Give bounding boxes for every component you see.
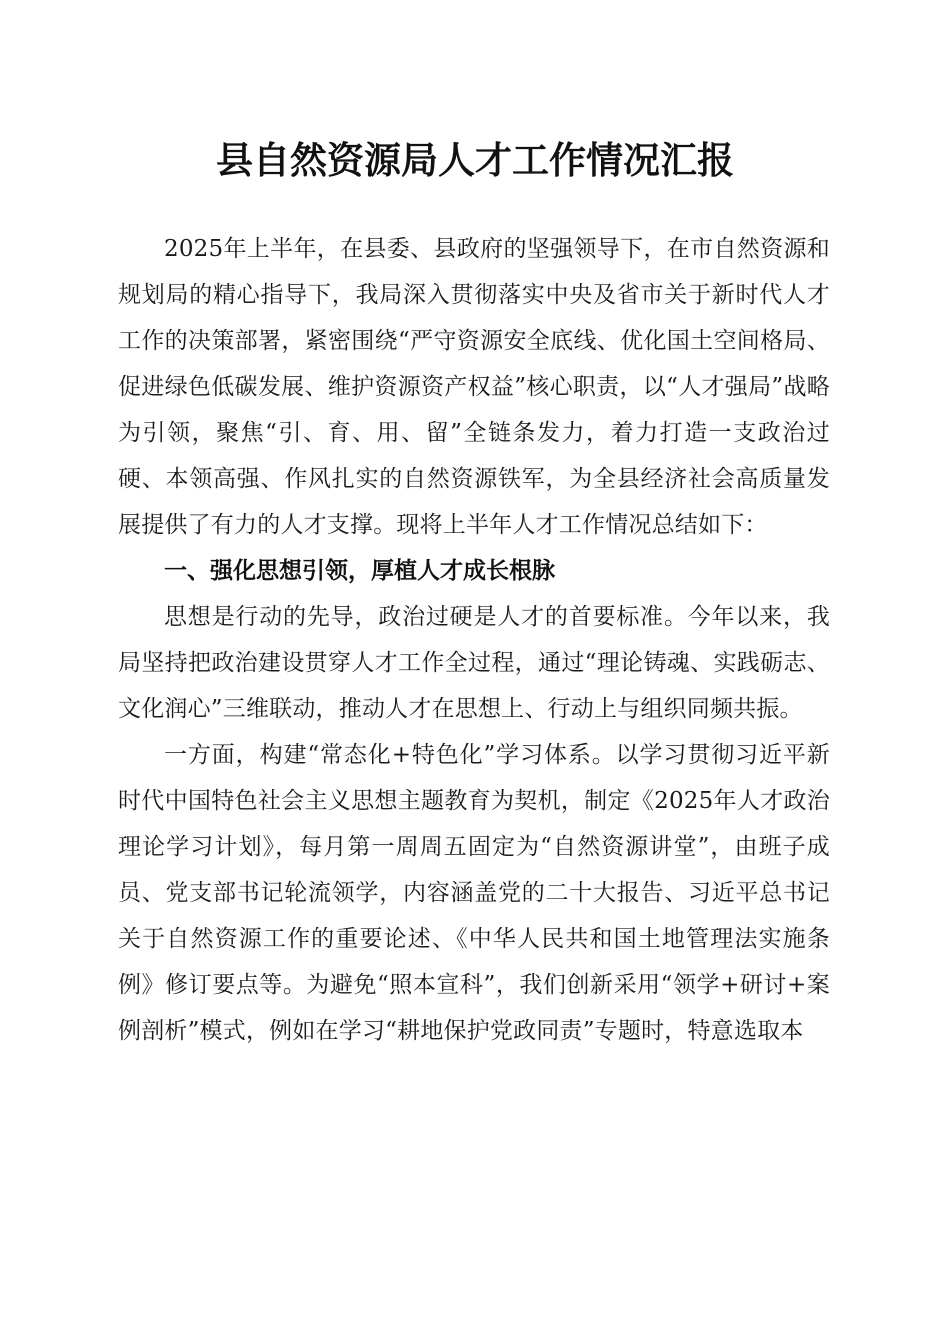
intro-paragraph: 2025年上半年，在县委、县政府的坚强领导下，在市自然资源和规划局的精心指导下，我局深入贯彻落实中央及省市关于新时代人才工作的决策部署，紧密围绕“严守资源安全底线、优化国土空间格局、促进绿色低碳发展、维护资源资产权益”核心职责，以“人才强局”战略为引领，聚焦“引、育、用、留”全链条发力，着力打造一支政治过硬、本领高强、作风扎实的自然资源铁军，为全县经济社会高质量发展提供了有力的人才支撑。现将上半年人才工作情况总结如下： (118, 236, 830, 538)
section-1-paragraph-1: 思想是行动的先导，政治过硬是人才的首要标准。今年以来，我局坚持把政治建设贯穿人才工作全过程，通过“理论铸魂、实践砺志、文化润心”三维联动，推动人才在思想上、行动上与组织同频共振。 (118, 604, 830, 722)
section-1-paragraph-2: 一方面，构建“常态化+特色化”学习体系。以学习贯彻习近平新时代中国特色社会主义思想主题教育为契机，制定《2025年人才政治理论学习计划》，每月第一周周五固定为“自然资源讲堂”，由班子成员、党支部书记轮流领学，内容涵盖党的二十大报告、习近平总书记关于自然资源工作的重要论述、《中华人民共和国土地管理法实施条例》修订要点等。为避免“照本宣科”，我们创新采用“领学+研讨+案例剖析”模式，例如在学习“耕地保护党政同责”专题时，特意选取本 (118, 742, 830, 1044)
document-body (118, 226, 830, 1054)
document-title: 县自然资源局人才工作情况汇报 (216, 138, 734, 182)
section-heading-1: 一、强化思想引领，厚植人才成长根脉 (164, 558, 555, 584)
